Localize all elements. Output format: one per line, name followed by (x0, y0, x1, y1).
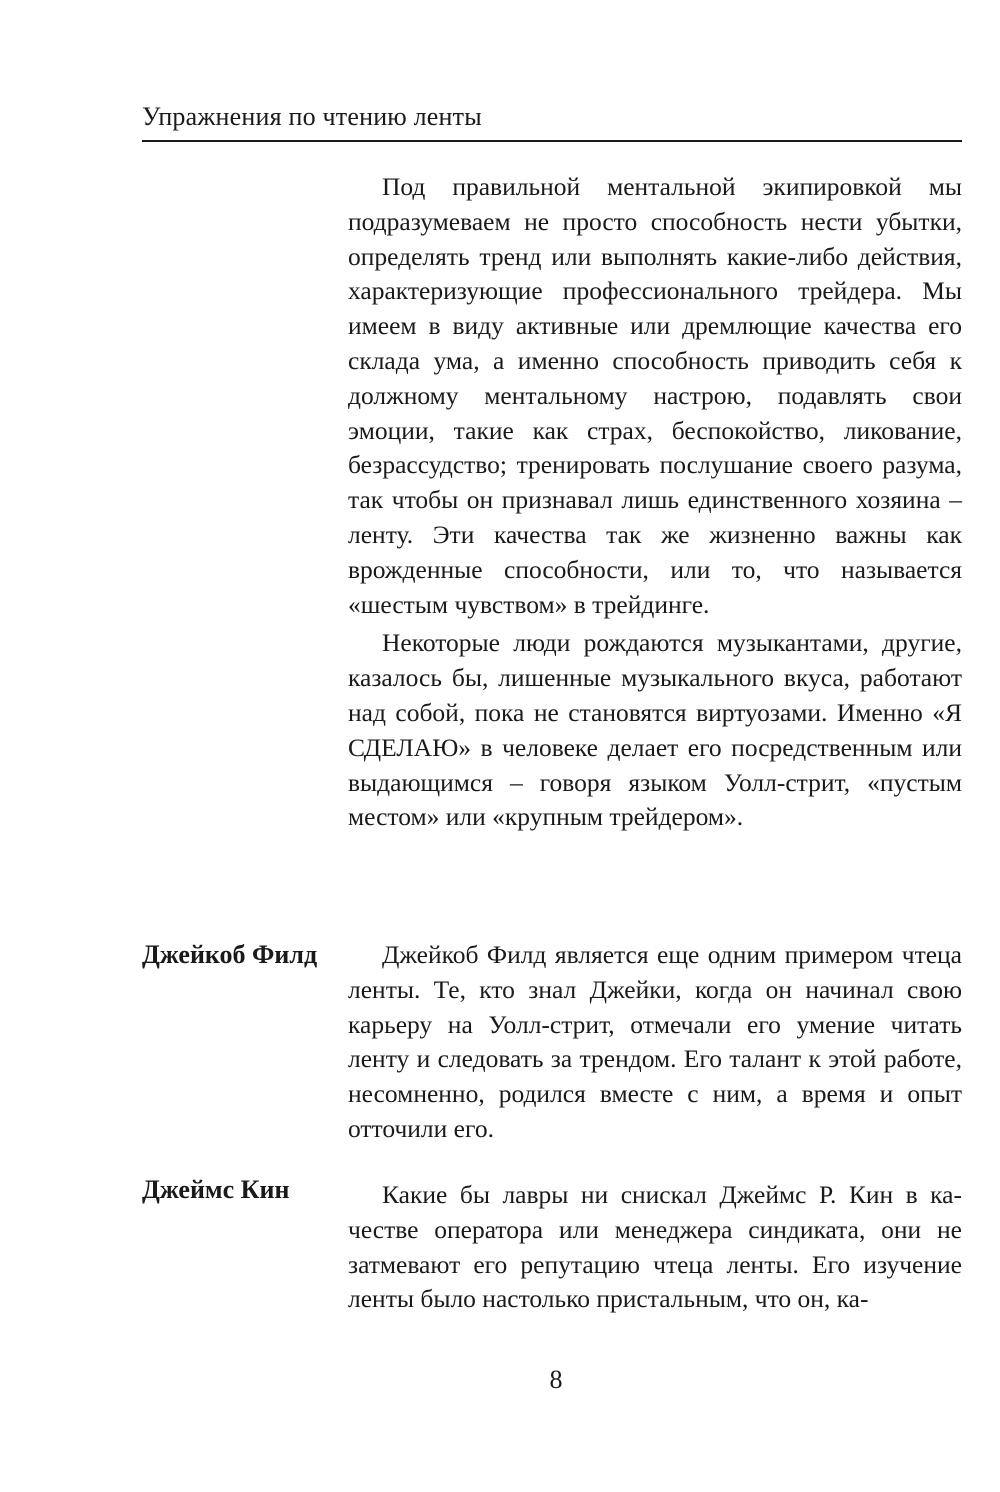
page-number: 8 (549, 1365, 563, 1394)
running-head: Упражнения по чтению ленты (142, 102, 482, 131)
paragraph: Джейкоб Филд является еще одним примером чтеца ленты. Те, кто знал Джейки, когда он начинал свою карьеру на Уолл-стрит, отмечали его умение читать ленту и следовать за трендом. Его талант к этой работе, несомненно, родился вместе с ним, а время и опыт отточили его. (348, 940, 962, 1143)
header-rule (142, 140, 962, 142)
paragraph: Некоторые люди рождаются музыкантами, другие, казалось бы, лишенные музыкального вкуса, работают над собой, пока не становятся виртуозами. Именно «Я СДЕЛАЮ» в человеке делает его посредственным или выдающимся – говоря языком Уолл-стрит, «пустым местом» или «крупным трейдером». (348, 628, 962, 832)
intro-section (348, 170, 962, 835)
james-keene-section (348, 1178, 962, 1317)
jacob-field-section (348, 938, 962, 1147)
paragraph: Под правильной ментальной экипировкой мы подразумеваем не просто способность нести убытки, определять тренд или выполнять какие-либо действия, характеризующие профессионального трейдера. Мы имеем в виду активные или дремлющие качества его склада ума, а именно способность приводить себя к должному ментальному настрою, подавлять свои эмоции, такие как страх, беспокойство, ликование, безрассудство; тренировать послушание своего разума, так чтобы он признавал лишь единственного хозяина – ленту. Эти качества так же жизненно важны как врожденные способности, или то, что называется «шестым чувством» в трейдинге. (348, 172, 962, 619)
margin-heading-jacob-field: Джейкоб Филд (142, 940, 318, 969)
paragraph: Какие бы лавры ни снискал Джеймс Р. Кин в качестве оператора или менеджера синдиката, они не затмевают его репутацию чтеца ленты. Его изучение ленты было настолько пристальным, что он, ка- (348, 1180, 962, 1314)
margin-heading-james-keene: Джеймс Кин (142, 1175, 290, 1204)
